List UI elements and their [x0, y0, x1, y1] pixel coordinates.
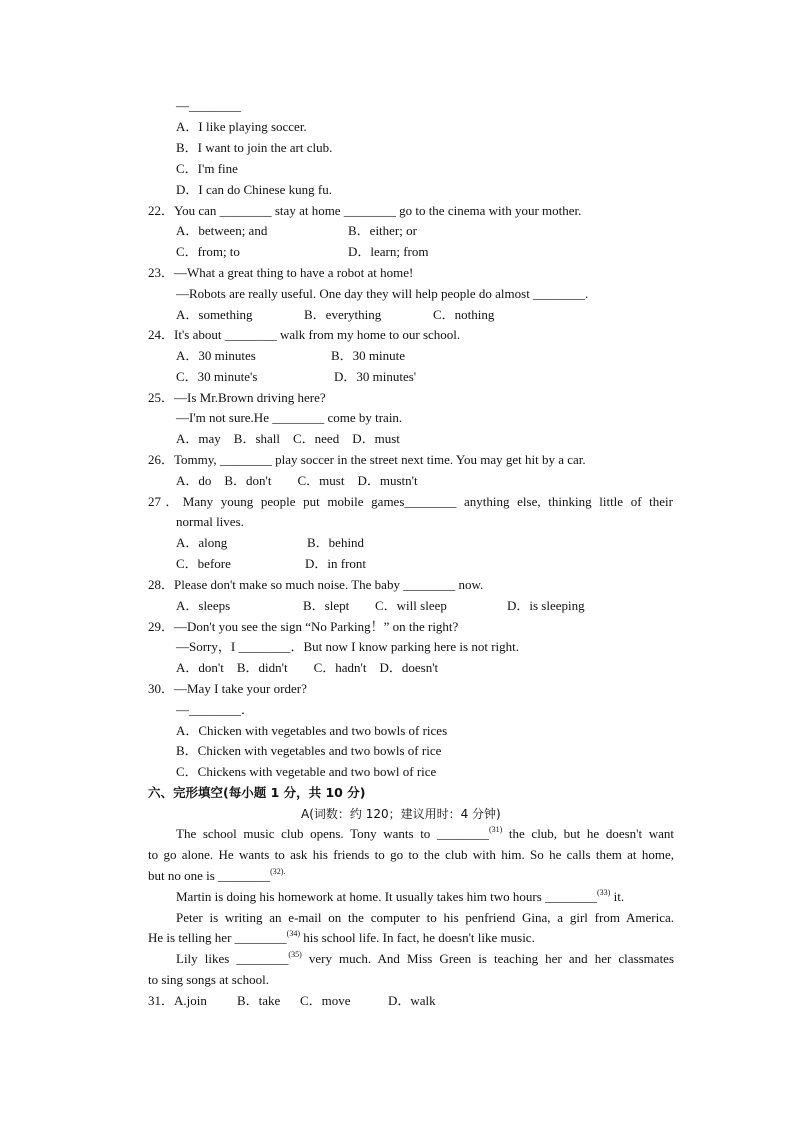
blank-number: (35) [288, 949, 302, 959]
option-b: B．30 minute [331, 348, 406, 363]
passage-line: to go alone. He wants to ask his friends to go to the club with him. So he calls them at home, [148, 847, 674, 862]
question-29-reply: —Sorry，I ________．But now I know parking here is not right. [176, 639, 520, 654]
blank-number: (32) [270, 866, 284, 876]
passage-line [148, 930, 535, 946]
passage-line [176, 889, 624, 905]
passage-line [176, 951, 674, 967]
options-row: A．may B．shall C．need D．must [176, 431, 400, 446]
option-a: A．I like playing soccer. [176, 119, 307, 134]
question-27-cont: normal lives. [176, 514, 244, 529]
option-d: D．is sleeping [507, 598, 585, 613]
option-a: A．something [176, 307, 253, 322]
option-a: A．Chicken with vegetables and two bowls of rices [176, 723, 448, 738]
passage-text: his school life. In fact, he doesn't like music. [299, 930, 535, 945]
blank-number: (33) [597, 887, 611, 897]
passage-text: very much. And Miss Green is teaching her and her classmates [301, 951, 675, 966]
option-a: A．30 minutes [176, 348, 256, 363]
option-a: A．between; and [176, 223, 268, 238]
question-24: 24．It's about ________ walk from my home to our school. [148, 327, 461, 342]
option-d: D．in front [305, 556, 367, 571]
passage-line: to sing songs at school. [148, 972, 269, 987]
passage-text: The school music club opens. Tony wants to ________ [176, 826, 489, 841]
option-b: B．Chicken with vegetables and two bowls of rice [176, 743, 442, 758]
option-b: B．slept [303, 598, 350, 613]
options-row: A．do B．don't C．must D．mustn't [176, 473, 418, 488]
passage-text: Lily likes ________ [176, 951, 289, 966]
blank-number: (31) [488, 824, 503, 834]
option-b: B．either; or [348, 223, 417, 238]
option-c: C．before [176, 556, 231, 571]
question-29: 29．—Don't you see the sign “No Parking！” on the right? [148, 619, 459, 634]
blank-number: (34) [286, 928, 300, 938]
option-c: C．from; to [176, 244, 240, 259]
option-b: B．take [237, 993, 281, 1008]
passage-text: Martin is doing his homework at home. It usually takes him two hours ________ [176, 889, 598, 904]
option-b: B．I want to join the art club. [176, 140, 333, 155]
option-c: C．30 minute's [176, 369, 258, 384]
passage-text: the club, but he doesn't want [502, 826, 675, 841]
question-23-reply: —Robots are really useful. One day they will help people do almost ________. [176, 286, 589, 301]
question-25: 25．—Is Mr.Brown driving here? [148, 390, 326, 405]
passage-text: He is telling her ________ [148, 930, 287, 945]
passage-line: Peter is writing an e-mail on the computer to his penfriend Gina, a girl from America. [176, 910, 674, 925]
passage-text: . [283, 866, 286, 876]
question-25-reply: —I'm not sure.He ________ come by train. [176, 410, 403, 425]
option-c: C．move [300, 993, 351, 1008]
answer-blank-line: —________ [176, 98, 241, 113]
question-23: 23．—What a great thing to have a robot at home! [148, 265, 414, 280]
option-c: C．Chickens with vegetable and two bowl of rice [176, 764, 437, 779]
question-30: 30．—May I take your order? [148, 681, 307, 696]
question-27: 27．Many young people put mobile games________ anything else, thinking little of their [148, 494, 673, 509]
option-d: D．learn; from [348, 244, 429, 259]
section-heading: 六、完形填空(每小题 1 分，共 10 分) [148, 785, 366, 800]
option-b: B．everything [304, 307, 382, 322]
passage-line [176, 826, 674, 842]
passage-subheading: A(词数：约 120；建议用时：4 分钟) [301, 807, 501, 821]
option-c: C．nothing [433, 307, 495, 322]
option-d: D．walk [388, 993, 436, 1008]
option-b: B．behind [307, 535, 365, 550]
question-28: 28．Please don't make so much noise. The baby ________ now. [148, 577, 484, 592]
answer-blank-line: —________． [176, 702, 255, 717]
question-31: 31．A.join [148, 993, 207, 1008]
option-d: D．30 minutes' [334, 369, 417, 384]
option-c: C．I'm fine [176, 161, 238, 176]
option-a: A．sleeps [176, 598, 231, 613]
options-row: A．don't B．didn't C．hadn't D．doesn't [176, 660, 439, 675]
passage-text: but no one is ________ [148, 868, 271, 883]
question-22: 22．You can ________ stay at home ________ go to the cinema with your mother. [148, 203, 582, 218]
passage-text: it. [610, 889, 625, 904]
option-c: C．will sleep [375, 598, 447, 613]
option-d: D．I can do Chinese kung fu. [176, 182, 332, 197]
option-a: A．along [176, 535, 228, 550]
passage-line [148, 868, 285, 884]
question-26: 26．Tommy, ________ play soccer in the street next time. You may get hit by a car. [148, 452, 586, 467]
